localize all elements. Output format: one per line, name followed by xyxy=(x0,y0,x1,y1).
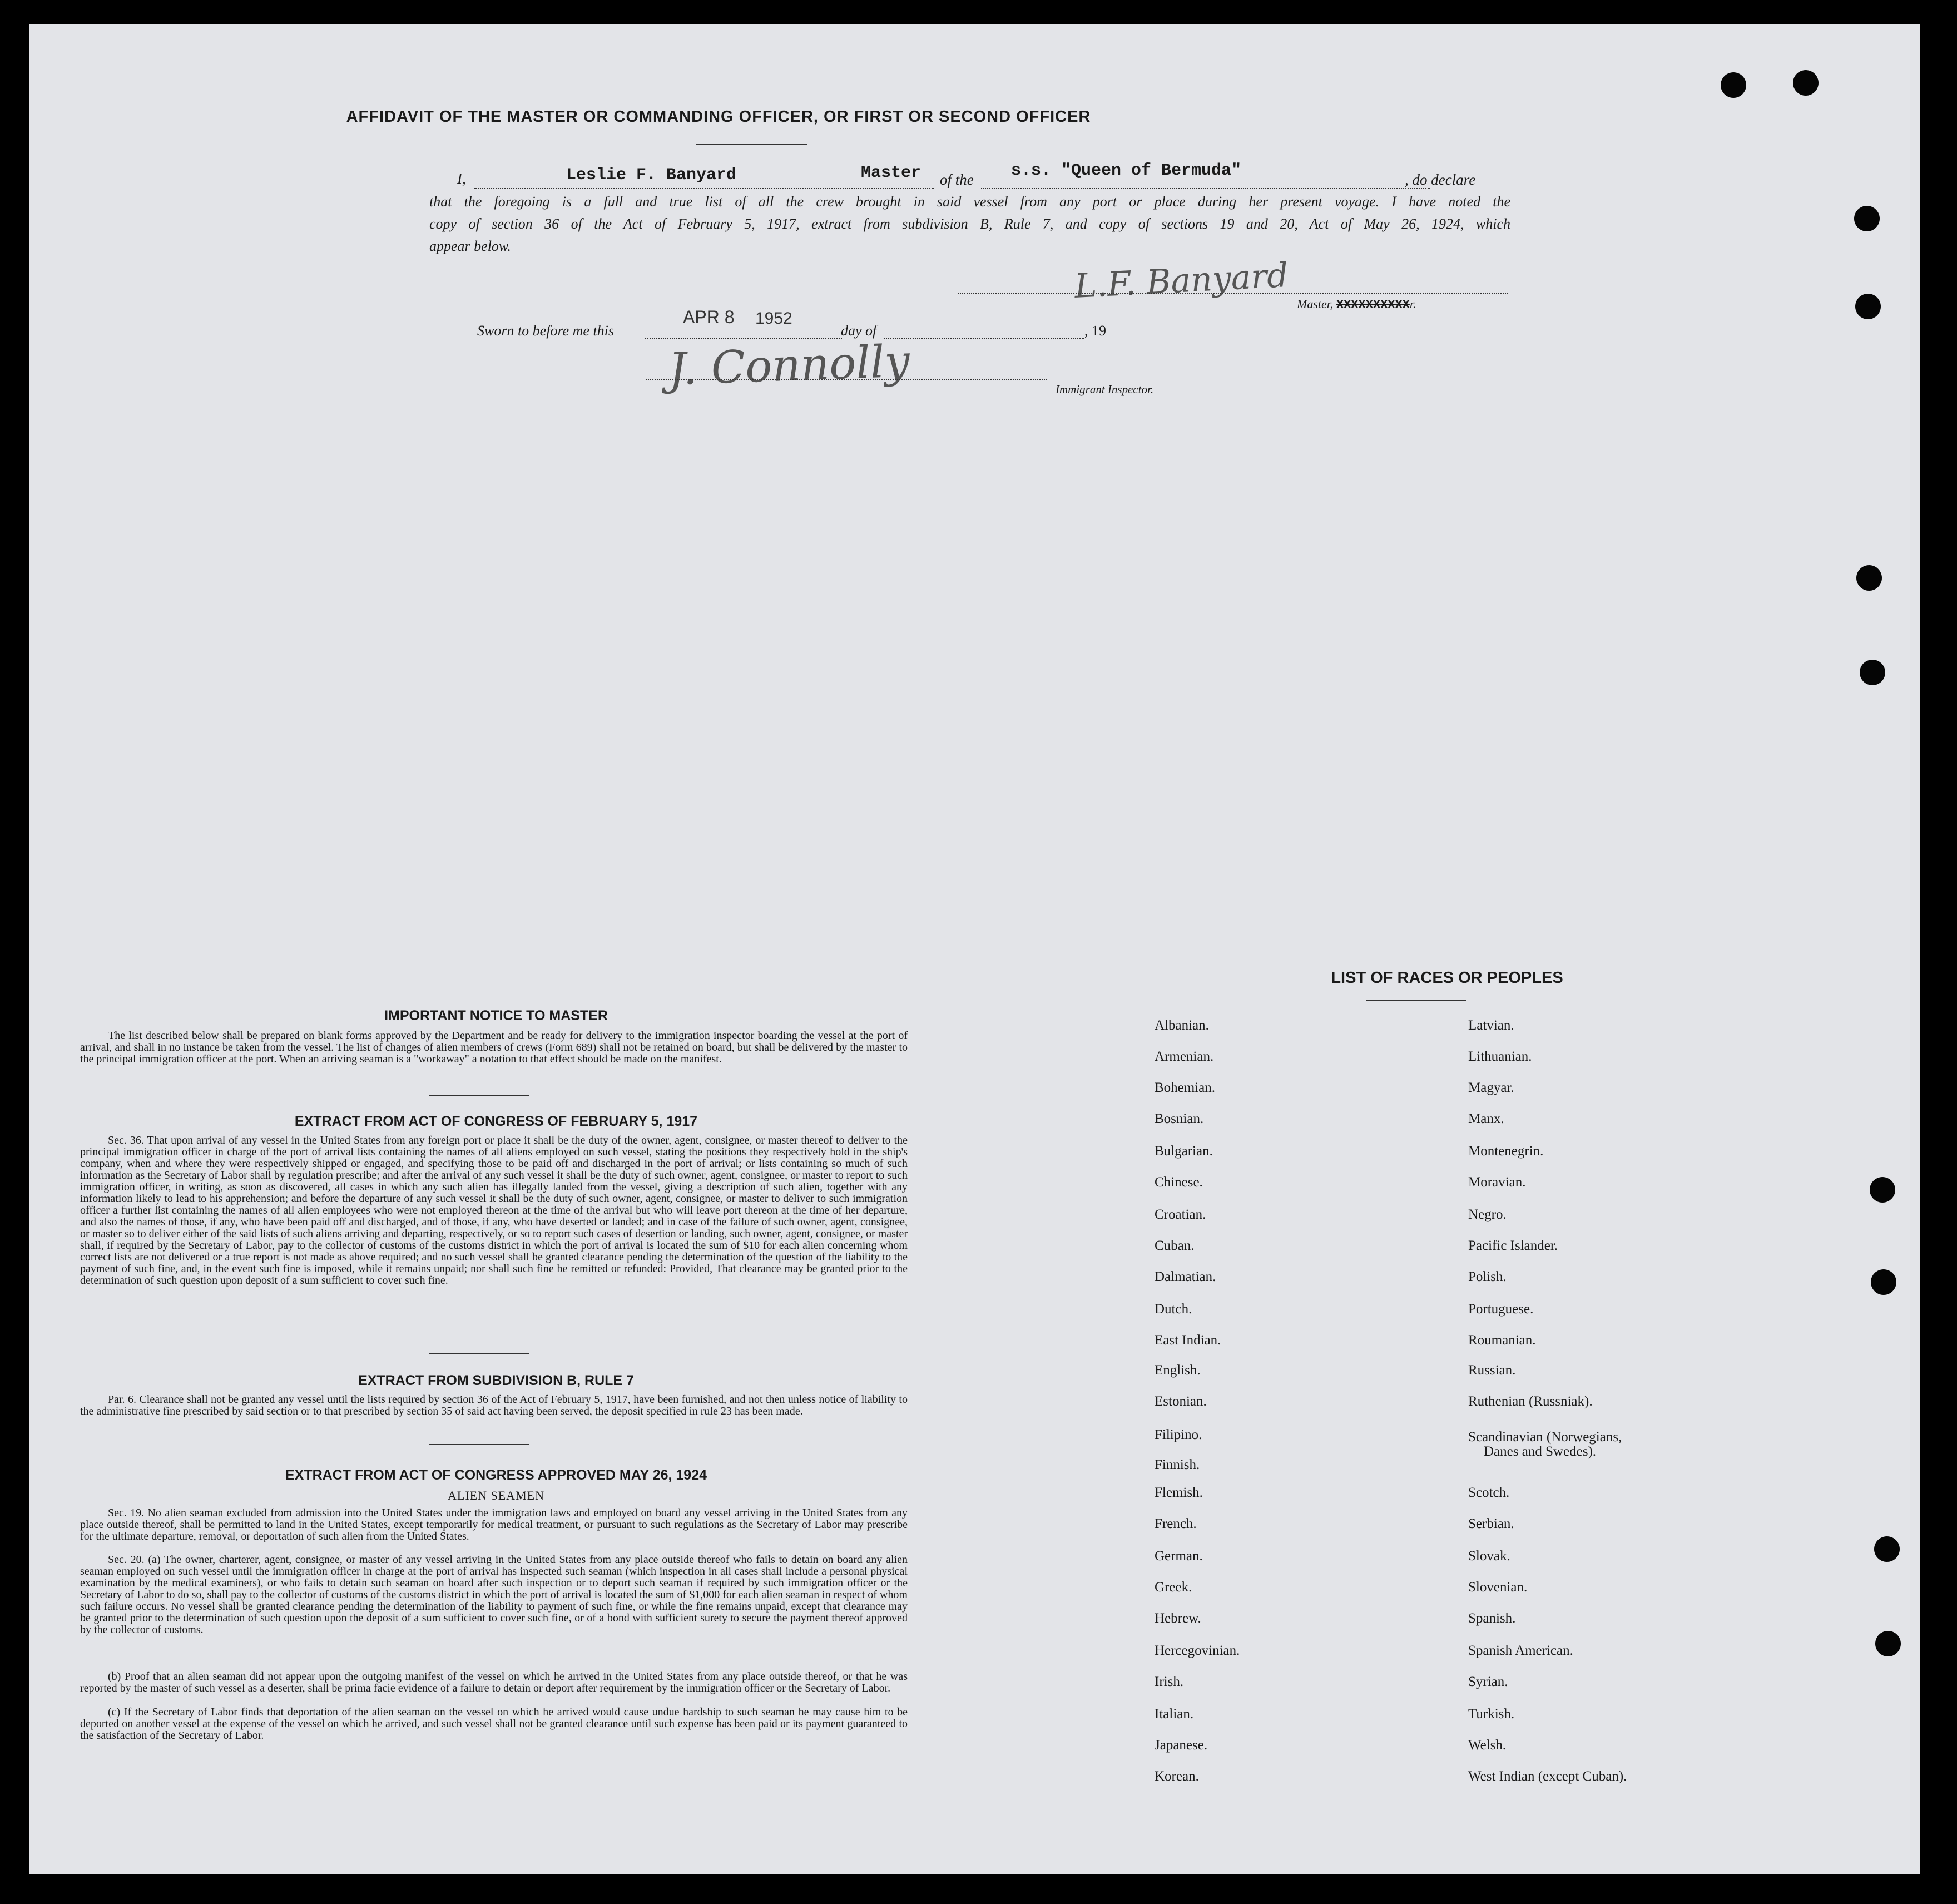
race-item: Dutch. xyxy=(1155,1302,1192,1317)
race-item: Montenegrin. xyxy=(1468,1144,1544,1159)
affidavit-i: I, xyxy=(457,170,466,187)
race-item: Dalmatian. xyxy=(1155,1269,1216,1284)
race-item: Japanese. xyxy=(1155,1738,1208,1753)
race-item: German. xyxy=(1155,1549,1203,1564)
sec-20c-text: (c) If the Secretary of Labor finds that deportation of the alien seaman on the vessel on which he arrived would cause undue hardship to such seaman he may cause him to be deported on another vessel at the expense of the vessel on which he arrived, and such vessel shall not be granted clearance until such expense has been paid or its payment guaranteed to the satisfaction of the Secretary of Labor. xyxy=(80,1706,908,1742)
affidavit-body-line3: appear below. xyxy=(429,238,511,254)
race-item: English. xyxy=(1155,1363,1201,1378)
race-item: Finnish. xyxy=(1155,1457,1200,1472)
race-item: Scandinavian (Norwegians, xyxy=(1468,1430,1622,1445)
vessel-line xyxy=(981,187,1430,189)
race-item: Danes and Swedes). xyxy=(1484,1444,1597,1459)
race-item: Scotch. xyxy=(1468,1485,1510,1500)
race-item: Slovak. xyxy=(1468,1549,1510,1564)
subdivision-title: EXTRACT FROM SUBDIVISION B, RULE 7 xyxy=(358,1373,634,1388)
race-item: Turkish. xyxy=(1468,1707,1515,1722)
year-prefix: , 19 xyxy=(1084,323,1106,339)
do-declare-label: , do declare xyxy=(1405,171,1476,188)
master-rank: Master xyxy=(861,164,921,182)
notice-text: The list described below shall be prepared on blank forms approved by the Department and be ready for delivery to the immigration inspector boarding the vessel at the port of arrival, and shall in no instance be taken from the vessel. The list of changes of alien members of crews (Form 689) shall not be retained on board, but shall be delivered by the master to the principal immigration officer at the port. When an arriving seaman is a "workaway" a notation to that effect should be made on the manifest. xyxy=(80,1030,908,1065)
extract-1917-title: EXTRACT FROM ACT OF CONGRESS OF FEBRUARY 5, 1917 xyxy=(294,1114,698,1129)
race-item: Hercegovinian. xyxy=(1155,1643,1240,1658)
vessel-name: s.s. "Queen of Bermuda" xyxy=(1011,161,1242,180)
race-item: Greek. xyxy=(1155,1580,1192,1595)
master-caption xyxy=(1297,297,1416,312)
race-item: East Indian. xyxy=(1155,1333,1221,1348)
of-the-label: of the xyxy=(940,171,974,188)
divider xyxy=(696,144,807,145)
race-item: Moravian. xyxy=(1468,1175,1526,1190)
race-item: French. xyxy=(1155,1516,1197,1531)
divider xyxy=(429,1444,529,1445)
inspector-caption: Immigrant Inspector. xyxy=(1056,383,1154,396)
race-item: Pacific Islander. xyxy=(1468,1238,1558,1253)
race-item: Bohemian. xyxy=(1155,1080,1216,1095)
race-item: Armenian. xyxy=(1155,1049,1214,1064)
race-item: Manx. xyxy=(1468,1111,1504,1126)
race-item: Polish. xyxy=(1468,1269,1507,1284)
race-item: Italian. xyxy=(1155,1707,1194,1722)
race-item: Korean. xyxy=(1155,1769,1199,1784)
punch-hole xyxy=(1860,660,1885,685)
race-item: Filipino. xyxy=(1155,1427,1202,1442)
extract-1924-subtitle: ALIEN SEAMEN xyxy=(448,1488,544,1502)
master-caption-prefix: Master, xyxy=(1297,297,1334,311)
inspector-signature: J. Connolly xyxy=(667,335,911,395)
sworn-year-stamp: 1952 xyxy=(755,309,792,328)
race-item: West Indian (except Cuban). xyxy=(1468,1769,1627,1784)
subdivision-text: Par. 6. Clearance shall not be granted any vessel until the lists required by section 36 of the Act of February 5, 1917, have been furnished, and not then unless notice of liability to the administrative fine prescribed by said section or to that prescribed by section 35 of said act having been served, the deposit specified in rule 23 has been made. xyxy=(80,1393,908,1417)
master-caption-struck: XXXXXXXXXX xyxy=(1336,298,1410,312)
punch-hole xyxy=(1854,206,1880,231)
punch-hole xyxy=(1870,1177,1895,1203)
race-item: Negro. xyxy=(1468,1207,1507,1222)
races-title: LIST OF RACES OR PEOPLES xyxy=(1331,969,1563,987)
race-item: Hebrew. xyxy=(1155,1611,1201,1626)
divider xyxy=(429,1095,529,1096)
race-item: Welsh. xyxy=(1468,1738,1507,1753)
race-item: Spanish. xyxy=(1468,1611,1516,1626)
sec-20b-text: (b) Proof that an alien seaman did not appear upon the outgoing manifest of the vessel on which he arrived in the United States from any place outside thereof, or that he was reported by the master of such vessel as a deserter, shall be prima facie evidence of a failure to detain or deport after requirement by the immigration officer or the Secretary of Labor. xyxy=(80,1670,908,1694)
race-item: Portuguese. xyxy=(1468,1302,1534,1317)
document-sheet xyxy=(29,24,1920,1874)
sworn-date-stamp: APR 8 xyxy=(683,307,735,327)
race-item: Lithuanian. xyxy=(1468,1049,1532,1064)
punch-hole xyxy=(1855,294,1881,319)
race-item: Flemish. xyxy=(1155,1485,1203,1500)
master-name: Leslie F. Banyard xyxy=(566,166,737,185)
race-item: Serbian. xyxy=(1468,1516,1514,1531)
punch-hole xyxy=(1875,1631,1901,1656)
race-item: Cuban. xyxy=(1155,1238,1195,1253)
punch-hole xyxy=(1856,565,1882,591)
affidavit-body-line1: that the foregoing is a full and true list of all the crew brought in said vessel from any port or place during her present voyage. I have noted the xyxy=(429,194,1510,210)
race-item: Slovenian. xyxy=(1468,1580,1528,1595)
punch-hole xyxy=(1721,72,1746,98)
punch-hole xyxy=(1871,1269,1896,1295)
race-item: Ruthenian (Russniak). xyxy=(1468,1394,1593,1409)
day-of-label: day of xyxy=(841,323,877,339)
inspector-line xyxy=(646,379,1047,380)
affidavit-body-line2: copy of section 36 of the Act of February 5, 1917, extract from subdivision B, Rule 7, and copy of sections 19 and 20, Act of May 26, 1924, which xyxy=(429,216,1510,232)
month-line xyxy=(884,337,1084,339)
race-item: Bosnian. xyxy=(1155,1111,1204,1126)
notice-title: IMPORTANT NOTICE TO MASTER xyxy=(384,1008,608,1023)
master-signature: L.F. Banyard xyxy=(1073,255,1290,306)
race-item: Latvian. xyxy=(1468,1018,1514,1033)
race-item: Chinese. xyxy=(1155,1175,1203,1190)
race-item: Spanish American. xyxy=(1468,1643,1573,1658)
punch-hole xyxy=(1793,70,1819,96)
sec-19-text: Sec. 19. No alien seaman excluded from admission into the United States under the immigration laws and employed on board any vessel arriving in the United States from any place outside thereof, shall be permitted to land in the United States, except temporarily for medical treatment, or pursuant to such regulations as the Secretary of Labor may prescribe for the ultimate departure, removal, or deportation of such alien from the United States. xyxy=(80,1507,908,1542)
divider xyxy=(1366,1000,1466,1001)
race-item: Croatian. xyxy=(1155,1207,1206,1222)
punch-hole xyxy=(1874,1536,1900,1562)
extract-1924-title: EXTRACT FROM ACT OF CONGRESS APPROVED MAY 26, 1924 xyxy=(285,1467,707,1483)
divider xyxy=(429,1353,529,1354)
master-caption-suffix: r. xyxy=(1409,297,1416,311)
race-item: Syrian. xyxy=(1468,1674,1508,1689)
race-item: Bulgarian. xyxy=(1155,1144,1213,1159)
race-item: Russian. xyxy=(1468,1363,1516,1378)
race-item: Irish. xyxy=(1155,1674,1184,1689)
name-line xyxy=(474,187,934,189)
race-item: Albanian. xyxy=(1155,1018,1209,1033)
affidavit-title: AFFIDAVIT OF THE MASTER OR COMMANDING OFFICER, OR FIRST OR SECOND OFFICER xyxy=(346,108,1091,126)
signature-line xyxy=(958,293,1508,294)
race-item: Roumanian. xyxy=(1468,1333,1536,1348)
sec-20a-text: Sec. 20. (a) The owner, charterer, agent, consignee, or master of any vessel arriving in the United States from any place outside thereof who fails to detain on board any alien seaman employed on such vessel until the immigration officer in charge at the port of arrival has inspected such seaman (which inspection in all cases shall include a personal physical examination by the medical examiners), or who fails to detain such seaman on board after such inspection or to deport such seaman if required by such immigration officer or the Secretary of Labor to do so, shall pay to the collector of customs of the customs district in which the port of arrival is located the sum of $1,000 for each alien seaman in respect of whom such failure occurs. No vessel shall be granted clearance pending the determination of the liability to payment of such fine, or while the fine remains unpaid, except that clearance may be granted prior to the determination of such question upon the deposit of a sum sufficient to cover such fine, or of a bond with sufficient surety to secure the payment thereof approved by the collector of customs. xyxy=(80,1554,908,1636)
sworn-label: Sworn to before me this xyxy=(477,323,615,339)
race-item: Magyar. xyxy=(1468,1080,1514,1095)
extract-1917-text: Sec. 36. That upon arrival of any vessel in the United States from any foreign port or place it shall be the duty of the owner, agent, consignee, or master thereof to deliver to the principal immigration officer in charge of the port of arrival lists containing the names of all aliens employed on such vessel, stating the positions they respectively hold in the ship's company, when and where they were respectively shipped or engaged, and specifying those to be paid off and discharged in the port of arrival; or lists containing so much of such information as the Secretary of Labor shall by regulation prescribe; and after the arrival of any such vessel it shall be the duty of such owner, agent, consignee, or master to report to such immigration officer, in writing, as soon as discovered, all cases in which any such alien has illegally landed from the vessel, giving a description of such alien, together with any information likely to lead to his apprehension; and before the departure of any such vessel it shall be the duty of such owner, agent, consignee, or master to deliver to such immigration officer a further list containing the names of all alien employees who were not employed thereon at the time of the arrival but who will leave port thereon at the time of her departure, and also the names of those, if any, who have been paid off and discharged, and of those, if any, who have deserted or landed; and in case of the failure of such owner, agent, consignee, or master so to deliver either of the said lists of such aliens arriving and departing, respectively, or so to report such cases of desertion or landing, such owner, agent, consignee, or master shall, if required by the Secretary of Labor, pay to the collector of customs of the customs district in which the port of arrival is located the sum of $10 for each alien concerning whom correct lists are not delivered or a true report is not made as above required; and no such vessel shall be granted clearance pending the determination of the question of the liability to the payment of such fine, and, in the event such fine is imposed, while it remains unpaid; nor shall such fine be remitted or refunded: Provided, That clearance may be granted prior to the determination of such question upon deposit of a sum sufficient to cover such fine. xyxy=(80,1134,908,1287)
race-item: Estonian. xyxy=(1155,1394,1207,1409)
